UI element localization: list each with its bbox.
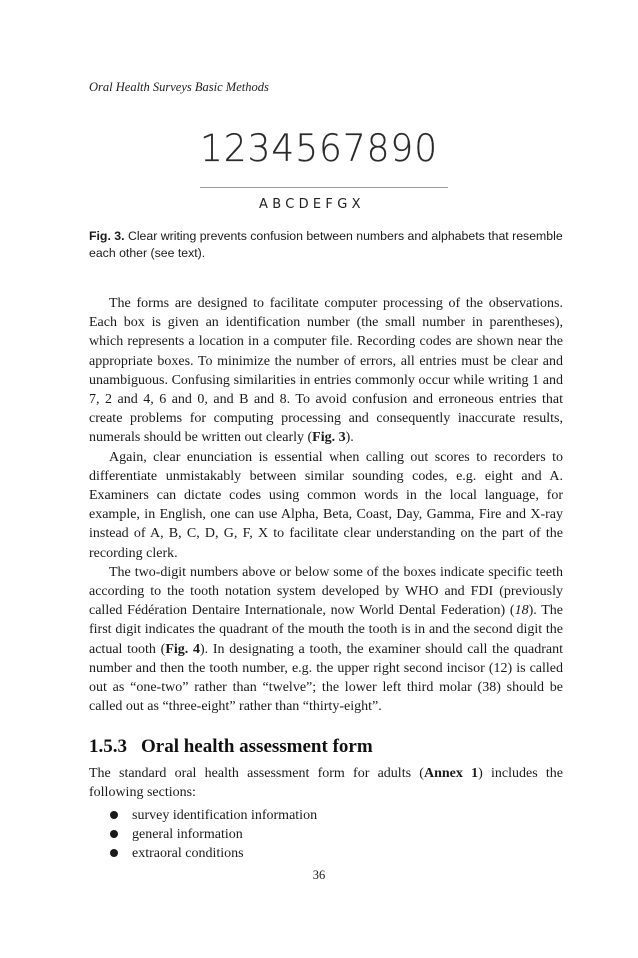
annex-reference: Annex 1	[423, 766, 479, 781]
page-number: 36	[312, 868, 326, 882]
section-heading	[89, 736, 373, 758]
paragraph-1-end: ).	[345, 430, 354, 446]
list-item-text: extraoral conditions	[132, 846, 244, 862]
paragraph-1	[89, 294, 563, 448]
figure-reference: Fig. 4	[165, 641, 200, 657]
list-item	[110, 844, 317, 863]
section-intro-end: ) includes the following sections:	[89, 766, 563, 801]
section-number: 1.5.3	[89, 736, 127, 757]
figure-letter: F	[325, 197, 338, 212]
figure-caption	[89, 228, 567, 262]
paragraph-3-text: The two-digit numbers above or below some of the boxes indicate specific teeth according to the tooth notation system developed by WHO and FDI (previously called Fédération Dentaire Internationale, now World Dental Federation) (	[89, 564, 563, 619]
figure-letter: B	[272, 197, 286, 212]
figure-digits: 1234567890	[200, 127, 439, 170]
running-header: Oral Health Surveys Basic Methods	[89, 80, 269, 94]
list-item-text: survey identification information	[132, 808, 318, 823]
list-item	[110, 825, 317, 844]
paragraph-3	[89, 563, 563, 717]
figure-divider	[200, 187, 448, 188]
paragraph-1-text: The forms are designed to facilitate computer processing of the observations. Each box is given an identification number (the small number in parentheses), which represents a location in a computer file. Recording codes are shown near the appropriate boxes. To minimize the number of errors, all entries must be clear and unambiguous. Confusing similarities in entries commonly occur while writing 1 and 7, 2 and 4, 6 and 0, and B and 8. To avoid confusion and erroneous entries that create problems for computing processing and consequently inaccurate results, numerals should be written out clearly (	[89, 296, 563, 446]
figure-letter: G	[337, 197, 352, 212]
bullet-dot-icon	[110, 811, 118, 819]
body-text	[89, 294, 563, 716]
section-intro-text: The standard oral health assessment form for adults (	[89, 766, 424, 781]
figure-reference: Fig. 3	[312, 430, 346, 446]
figure-letter: D	[298, 197, 313, 212]
citation-reference: 18	[514, 603, 529, 619]
paragraph-2: Again, clear enunciation is essential when calling out scores to recorders to differentiate unmistakably between similar sounding codes, e.g. eight and A. Examiners can dictate codes using common words in the local language, for example, in English, one can use Alpha, Beta, Coast, Day, Gamma, Fire and X-ray instead of A, B, C, D, G, F, X to facilitate clear understanding on the part of the recording clerk.	[89, 449, 563, 561]
section-title: Oral health assessment form	[141, 736, 373, 757]
caption-text: Clear writing prevents confusion between numbers and alphabets that resemble each other (see text).	[89, 229, 563, 260]
list-item-text: general information	[132, 827, 243, 843]
figure-letter: C	[285, 197, 299, 212]
figure-letter: E	[312, 197, 326, 212]
bullet-dot-icon	[110, 830, 118, 838]
figure-letter: A	[259, 197, 273, 212]
figure-letters	[259, 197, 365, 212]
paragraph-3-end: ). In designating a tooth, the examiner should call the quadrant number and then the tooth number, e.g. the upper right second incisor (12) is called out as “one-two” rather than “twelve”; the lower left third molar (38) should be called out as “three-eight” rather than “thirty-eight”.	[89, 641, 563, 715]
figure-letter: X	[351, 197, 365, 212]
paragraph-3-mid: ). The first digit indicates the quadrant of the mouth the tooth is in and the second digit the actual tooth (	[89, 603, 563, 657]
list-item	[110, 806, 317, 825]
section-intro-paragraph	[89, 764, 563, 802]
section-intro	[89, 764, 563, 802]
section-bullet-list	[110, 806, 317, 864]
caption-label: Fig. 3.	[89, 229, 125, 243]
bullet-dot-icon	[110, 849, 118, 857]
